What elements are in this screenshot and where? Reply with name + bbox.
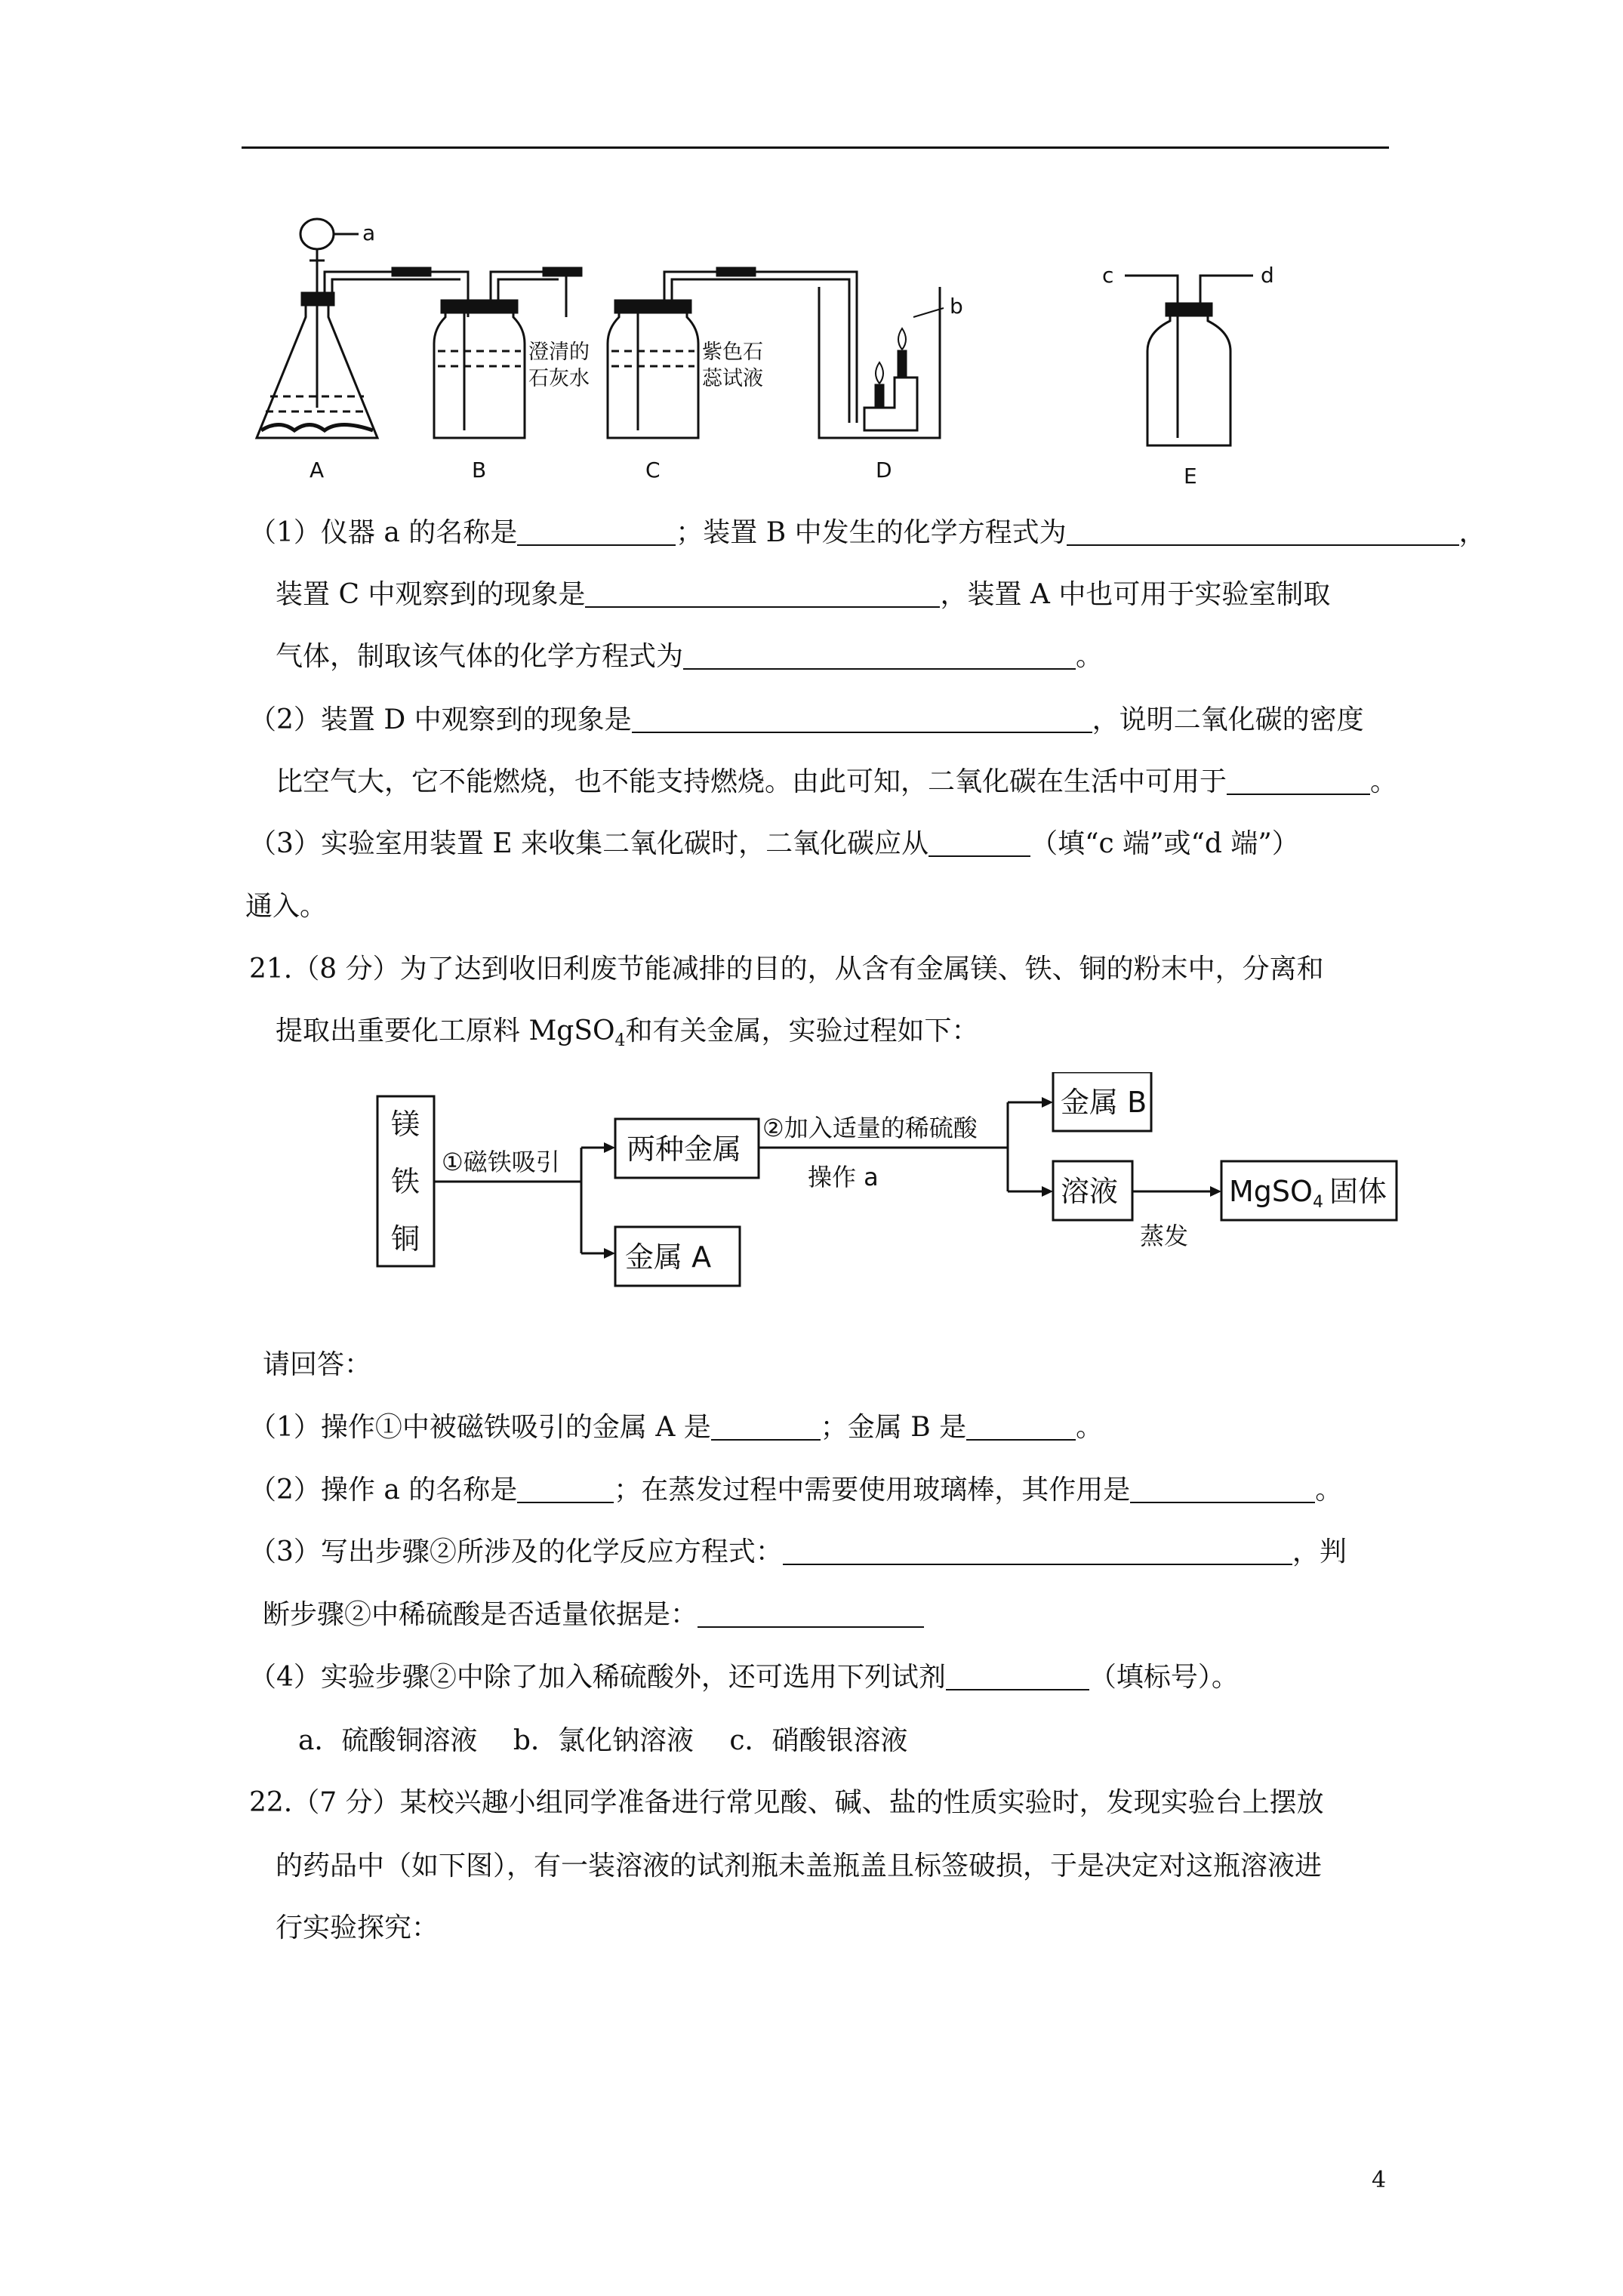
blank-metal-a[interactable] — [711, 1412, 821, 1441]
step2-label: ②加入适量的稀硫酸 — [762, 1114, 978, 1142]
q21-sub4: （4）实验步骤②中除了加入稀硫酸外，还可选用下列试剂 （填标号）。 — [249, 1662, 1239, 1693]
q21-options: a．硫酸铜溶液 b．氯化钠溶液 c．硝酸银溶液 — [298, 1725, 908, 1756]
blank-equation-b[interactable] — [1067, 517, 1459, 546]
blank-gas-equation[interactable] — [683, 641, 1076, 670]
q21-line2: 提取出重要化工原料 MgSO$_4$和有关金属，实验过程如下： — [276, 1015, 979, 1051]
label-c: c — [1102, 263, 1114, 288]
blank-phenomenon-d[interactable] — [632, 704, 1092, 733]
blank-phenomenon-c[interactable] — [585, 579, 940, 608]
two-metals-label: 两种金属 — [627, 1133, 742, 1166]
blank-instrument-a[interactable] — [517, 517, 676, 546]
q20-line1: （1）仪器 a 的名称是 ；装置 B 中发生的化学方程式为 ， — [249, 517, 1486, 548]
label-D: D — [876, 458, 892, 482]
page-number: 4 — [1372, 2167, 1387, 2193]
q21-line1: 21.（8 分）为了达到收旧利废节能减排的目的，从含有金属镁、铁、铜的粉末中，分离和 — [249, 954, 1324, 985]
flow-diagram — [370, 1072, 1404, 1299]
q20-line3: 气体，制取该气体的化学方程式为 。 — [276, 641, 1104, 672]
c-liquid-line2: 蕊试液 — [702, 367, 763, 390]
q20-line4: （2）装置 D 中观察到的现象是 ，说明二氧化碳的密度 — [249, 704, 1364, 735]
metal-a-label: 金属 A — [625, 1240, 712, 1274]
q22-line2: 的药品中（如下图），有一装溶液的试剂瓶未盖瓶盖且标签破损，于是决定对这瓶溶液进 — [276, 1851, 1323, 1881]
apparatus-figure — [249, 204, 1298, 491]
b-liquid-line2: 石灰水 — [528, 367, 590, 390]
q20-line5: 比空气大，它不能燃烧，也不能支持燃烧。由此可知，二氧化碳在生活中可用于 。 — [276, 766, 1398, 797]
header-rule — [242, 146, 1389, 149]
start-fe: 铁 — [391, 1165, 420, 1198]
label-A: A — [310, 458, 325, 482]
label-B: B — [472, 458, 487, 482]
blank-inlet-end[interactable] — [929, 828, 1030, 857]
step1-label: ①磁铁吸引 — [442, 1148, 560, 1176]
product-label: MgSO$_4$ 固体 — [1229, 1175, 1387, 1212]
blank-reagent[interactable] — [946, 1662, 1089, 1690]
q21-sub3b: 断步骤②中稀硫酸是否适量依据是： — [263, 1595, 924, 1635]
metal-b-label: 金属 B — [1061, 1086, 1147, 1119]
q21-sub2: （2）操作 a 的名称是 ；在蒸发过程中需要使用玻璃棒，其作用是 。 — [249, 1475, 1343, 1505]
start-cu: 铜 — [391, 1222, 420, 1256]
blank-co2-use[interactable] — [1227, 766, 1370, 795]
blank-metal-b[interactable] — [966, 1412, 1076, 1441]
label-d: d — [1261, 263, 1274, 288]
blank-step2-equation[interactable] — [783, 1536, 1292, 1565]
label-E: E — [1184, 464, 1197, 488]
q20-line2: 装置 C 中观察到的现象是 ，装置 A 中也可用于实验室制取 — [276, 579, 1331, 610]
solution-label: 溶液 — [1061, 1175, 1119, 1208]
c-liquid-line1: 紫色石 — [702, 341, 763, 364]
q20-line6: （3）实验室用装置 E 来收集二氧化碳时，二氧化碳应从 （填“c 端”或“d 端”） — [249, 828, 1299, 859]
q21-sub3: （3）写出步骤②所涉及的化学反应方程式： ，判 — [249, 1536, 1347, 1567]
label-b: b — [950, 294, 963, 319]
q22-line1: 22.（7 分）某校兴趣小组同学准备进行常见酸、碱、盐的性质实验时，发现实验台上摆放 — [249, 1787, 1324, 1818]
q21-sub1: （1）操作①中被磁铁吸引的金属 A 是 ；金属 B 是 。 — [249, 1412, 1104, 1443]
q21-ask: 请回答： — [263, 1349, 372, 1380]
blank-glass-rod-role[interactable] — [1130, 1475, 1315, 1503]
label-a: a — [362, 220, 376, 245]
blank-acid-criterion[interactable] — [698, 1599, 924, 1628]
b-liquid-line1: 澄清的 — [528, 341, 590, 364]
q20-line7: 通入。 — [245, 891, 328, 922]
operation-a-label: 操作 a — [808, 1163, 879, 1191]
label-C: C — [645, 458, 661, 482]
start-mg: 镁 — [391, 1108, 420, 1141]
evaporate-label: 蒸发 — [1140, 1222, 1189, 1250]
blank-operation-a[interactable] — [517, 1475, 614, 1503]
q22-line3: 行实验探究： — [276, 1912, 439, 1943]
